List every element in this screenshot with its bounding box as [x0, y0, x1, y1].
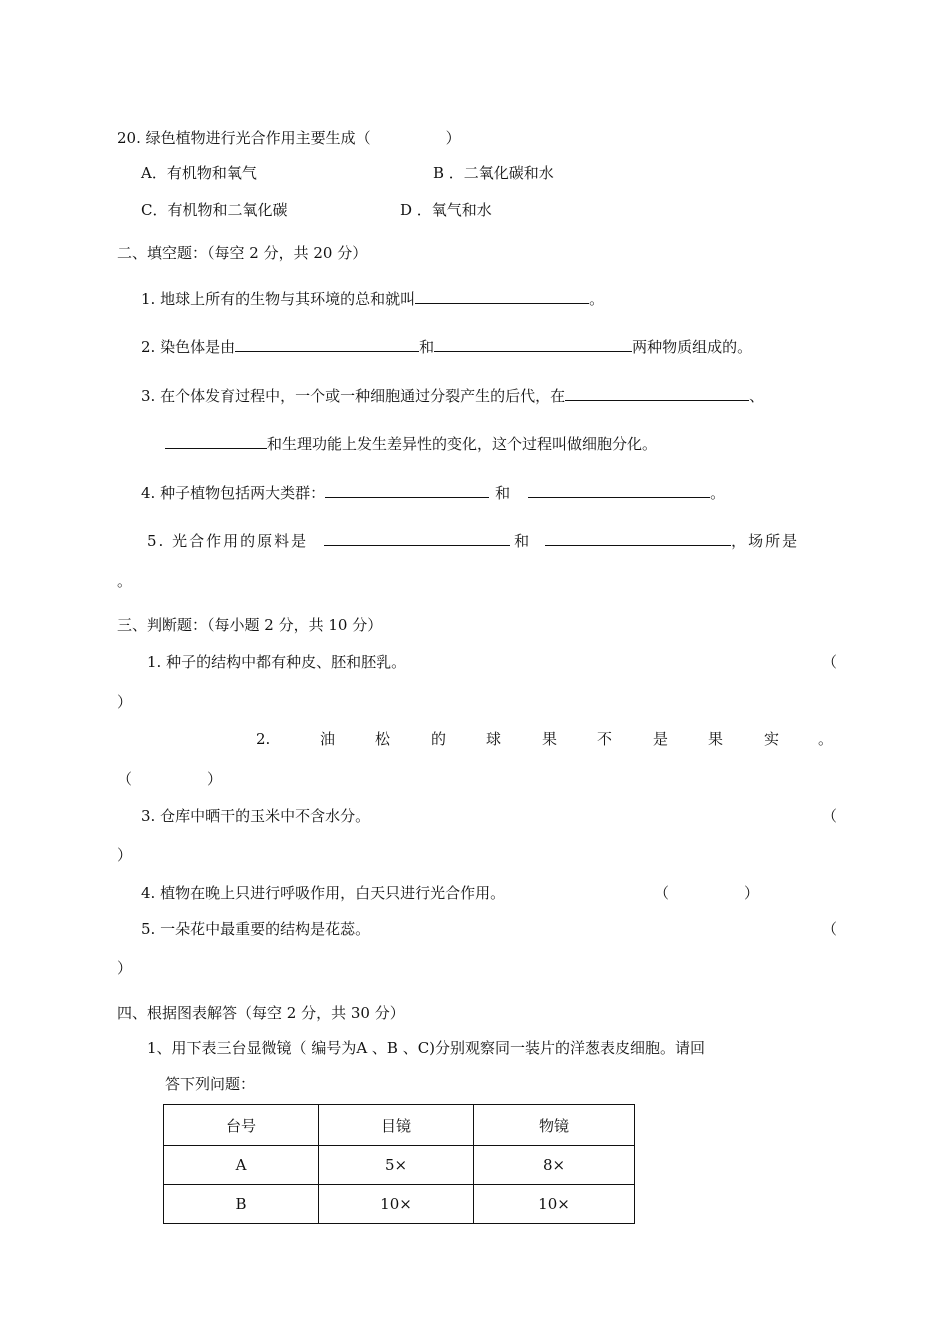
judge-q2-char: 果: [708, 730, 724, 748]
table-header-row: [164, 1105, 635, 1146]
judge-q2-char: 是: [653, 730, 669, 748]
fill-q5-text: 5. 光合作用的原料是: [147, 532, 309, 550]
fill-q2-end: 两种物质组成的。: [632, 338, 753, 356]
fill-q4-end: 。: [710, 484, 726, 502]
judge-q2-char: 球: [486, 730, 502, 748]
fill-q4: [141, 482, 725, 503]
judge-q1-paren-close: ）: [117, 693, 133, 711]
q20-option-d: D ．氧气和水: [400, 201, 492, 219]
chart-q1-line2: 答下列问题：: [165, 1075, 256, 1093]
judge-q2-line: [0, 729, 950, 749]
answer-blank[interactable]: [565, 385, 749, 401]
judge-q4-paren: （ ）: [654, 884, 760, 902]
answer-blank[interactable]: [324, 530, 510, 546]
fill-q3-line2-text: 和生理功能上发生差异性的变化，这个过程叫做细胞分化。: [267, 435, 658, 453]
table-cell: 10×: [319, 1185, 474, 1224]
fill-q3: [141, 385, 764, 406]
table-cell: 10×: [474, 1185, 635, 1224]
answer-blank[interactable]: [434, 336, 632, 352]
table-cell: 8×: [474, 1146, 635, 1185]
judge-q2-char: 松: [375, 730, 391, 748]
fill-q3-line2: [165, 433, 657, 454]
judge-q5-paren-open: （: [822, 920, 838, 938]
judge-q2-char: 不: [597, 730, 613, 748]
chart-q1-line1: 1、用下表三台显微镜（ 编号为A 、B 、C)分别观察同一装片的洋葱表皮细胞。请回: [147, 1039, 706, 1057]
table-cell: B: [164, 1185, 319, 1224]
judge-q2-paren: （ ）: [117, 770, 223, 788]
table-cell: A: [164, 1146, 319, 1185]
table-header: 目镜: [319, 1105, 474, 1146]
table-row: [164, 1185, 635, 1224]
fill-q1-end: 。: [589, 290, 605, 308]
judge-q3-paren-open: （: [822, 807, 838, 825]
table-header: 物镜: [474, 1105, 635, 1146]
answer-blank[interactable]: [415, 288, 589, 304]
judge-q2-char: 实: [764, 730, 780, 748]
judge-q3-paren-close: ）: [117, 846, 133, 864]
fill-q2: [141, 336, 752, 357]
fill-q5-line2: 。: [117, 572, 133, 590]
fill-q3-end: 、: [749, 387, 765, 405]
judge-q2-char: 。: [818, 730, 834, 748]
fill-q1: [141, 288, 604, 309]
judge-q1-text: 1. 种子的结构中都有种皮、胚和胚乳。: [147, 653, 407, 671]
fill-q2-mid: 和: [419, 338, 435, 356]
fill-q2-text: 2. 染色体是由: [141, 338, 236, 356]
fill-q3-text: 3. 在个体发育过程中，一个或一种细胞通过分裂产生的后代，在: [141, 387, 566, 405]
answer-blank[interactable]: [325, 482, 489, 498]
fill-q5: [147, 530, 799, 551]
fill-q5-mid: 和: [514, 532, 532, 550]
section2-heading: 二、填空题：（每空 2 分，共 20 分）: [117, 244, 368, 262]
fill-q4-mid: 和: [495, 484, 511, 502]
section4-heading: 四、根据图表解答（每空 2 分，共 30 分）: [117, 1004, 405, 1022]
judge-q2-char: 2.: [256, 730, 271, 748]
judge-q2-char: 油: [320, 730, 336, 748]
judge-q2-char: 的: [431, 730, 447, 748]
judge-q3-text: 3. 仓库中晒干的玉米中不含水分。: [141, 807, 371, 825]
q20-option-c: C．有机物和二氧化碳: [141, 201, 288, 219]
answer-blank[interactable]: [235, 336, 419, 352]
judge-q5-text: 5. 一朵花中最重要的结构是花蕊。: [141, 920, 371, 938]
fill-q4-text: 4. 种子植物包括两大类群：: [141, 484, 326, 502]
table-cell: 5×: [319, 1146, 474, 1185]
fill-q5-end: ，场所是: [731, 532, 800, 550]
answer-blank[interactable]: [165, 433, 267, 449]
answer-blank[interactable]: [528, 482, 710, 498]
section3-heading: 三、判断题：（每小题 2 分，共 10 分）: [117, 616, 383, 634]
answer-blank[interactable]: [545, 530, 731, 546]
judge-q1-paren-open: （: [822, 653, 838, 671]
microscope-table: [163, 1104, 635, 1224]
q20-stem: 20. 绿色植物进行光合作用主要生成（ ）: [117, 129, 461, 147]
judge-q5-paren-close: ）: [117, 959, 133, 977]
fill-q1-text: 1. 地球上所有的生物与其环境的总和就叫: [141, 290, 416, 308]
table-header: 台号: [164, 1105, 319, 1146]
table-row: [164, 1146, 635, 1185]
q20-option-a: A．有机物和氧气: [141, 164, 257, 182]
judge-q4-text: 4. 植物在晚上只进行呼吸作用，白天只进行光合作用。: [141, 884, 506, 902]
q20-option-b: B ．二氧化碳和水: [433, 164, 554, 182]
judge-q2-char: 果: [542, 730, 558, 748]
